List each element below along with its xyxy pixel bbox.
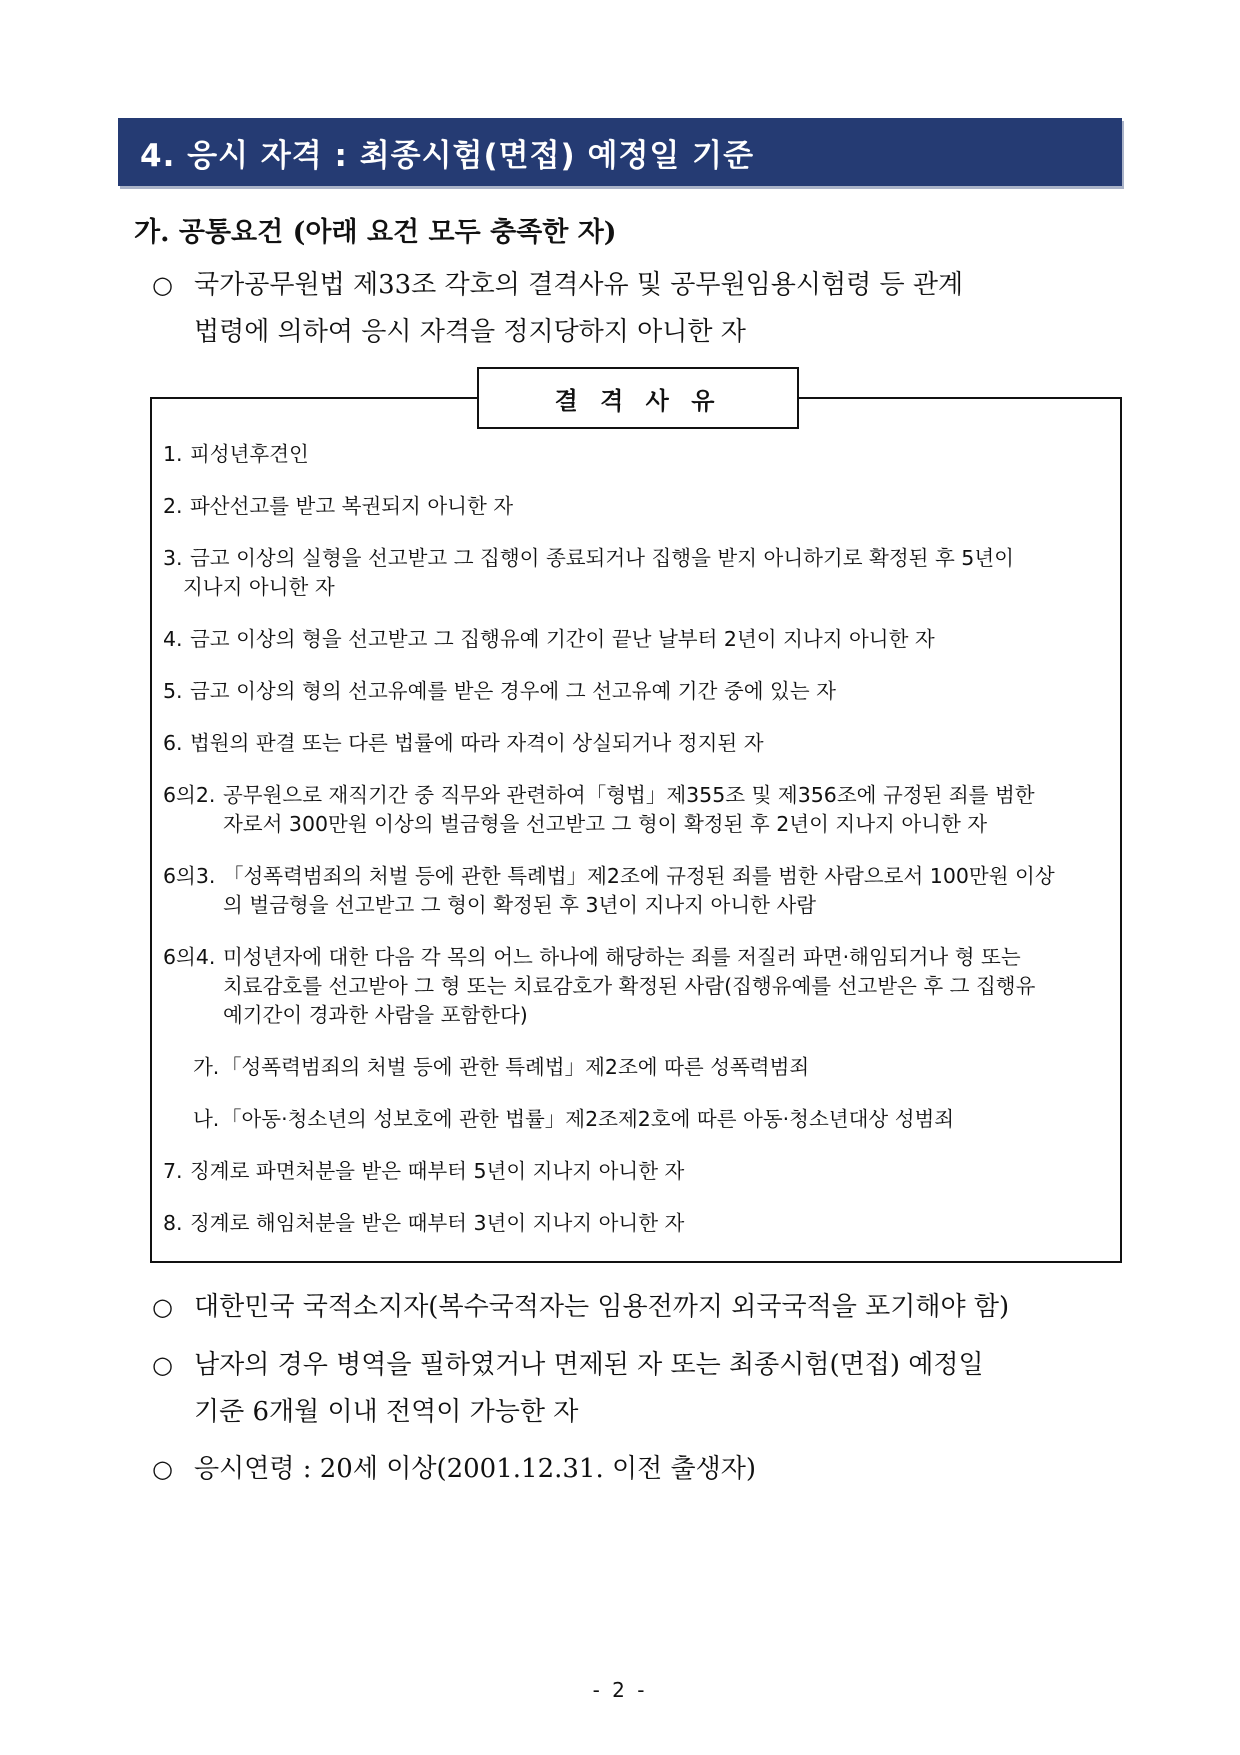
item-text: 피성년후견인 [190,442,309,466]
item-text: 금고 이상의 형의 선고유예를 받은 경우에 그 선고유예 기간 중에 있는 자 [190,679,836,703]
item-text: 법원의 판결 또는 다른 법률에 따라 자격이 상실되거나 정지된 자 [190,731,764,755]
bullet-nationality [152,1284,1124,1331]
list-item [163,943,1115,1030]
disqualification-box-title: 결 격 사 유 [477,367,799,429]
item-number: 6의4. [163,945,216,969]
section-title: 4. 응시 자격 : 최종시험(면접) 예정일 기준 [140,137,755,174]
item-number: 2. [163,494,183,518]
item-number: 나. [193,1107,220,1131]
item-text: 징계로 해임처분을 받은 때부터 3년이 지나지 아니한 자 [190,1211,685,1235]
item-text: 「아동·청소년의 성보호에 관한 법률」제2조제2호에 따른 아동·청소년대상 성범죄 [221,1107,955,1131]
item-number: 1. [163,442,183,466]
bullet-line: 응시연령 : 20세 이상(2001.12.31. 이전 출생자) [194,1454,756,1484]
list-item [163,440,1115,469]
item-number: 6의2. [163,783,216,807]
list-item [163,677,1115,706]
item-text: 금고 이상의 형을 선고받고 그 집행유예 기간이 끝난 날부터 2년이 지나지 아니한 자 [190,627,935,651]
bullet-disqualification-law [152,262,1124,356]
list-subitem [163,1053,1115,1082]
item-text: 「성폭력범죄의 처벌 등에 관한 특례법」제2조에 규정된 죄를 범한 사람으로서 100만원 이상 [223,864,1055,888]
list-subitem [163,1105,1115,1134]
section-header [118,118,1122,186]
list-item [163,492,1115,521]
item-text: 예기간이 경과한 사람을 포함한다) [223,1003,528,1027]
list-item [163,1157,1115,1186]
item-text: 공무원으로 재직기간 중 직무와 관련하여「형법」제355조 및 제356조에 규정된 죄를 범한 [223,783,1035,807]
item-text: 「성폭력범죄의 처벌 등에 관한 특례법」제2조에 따른 성폭력범죄 [221,1055,810,1079]
bullet-line: 기준 6개월 이내 전역이 가능한 자 [194,1397,579,1427]
bullet-age-requirement [152,1446,1124,1493]
list-item [163,544,1115,602]
item-number: 6. [163,731,183,755]
item-number: 6의3. [163,864,216,888]
bullet-line: 대한민국 국적소지자(복수국적자는 임용전까지 외국국적을 포기해야 함) [194,1292,1010,1322]
item-number: 4. [163,627,183,651]
list-item [163,862,1115,920]
bullet-line: 남자의 경우 병역을 필하였거나 면제된 자 또는 최종시험(면접) 예정일 [194,1350,984,1380]
item-number: 8. [163,1211,183,1235]
bullet-mark: ○ [152,1351,173,1379]
bullet-line: 국가공무원법 제33조 각호의 결격사유 및 공무원임용시험령 등 관계 [194,270,964,300]
item-text: 지나지 아니한 자 [183,575,335,599]
page-number: - 2 - [592,1678,648,1702]
item-text: 징계로 파면처분을 받은 때부터 5년이 지나지 아니한 자 [190,1159,685,1183]
disqualification-list [163,440,1115,1261]
item-text: 금고 이상의 실형을 선고받고 그 집행이 종료되거나 집행을 받지 아니하기로 확정된 후 5년이 [190,546,1014,570]
list-item [163,729,1115,758]
item-number: 3. [163,546,183,570]
bullet-mark: ○ [152,1455,173,1483]
bullet-military-service [152,1342,1124,1436]
item-text: 미성년자에 대한 다음 각 목의 어느 하나에 해당하는 죄를 저질러 파면·해임되거나 형 또는 [223,945,1021,969]
list-item [163,781,1115,839]
bullet-mark: ○ [152,271,173,299]
item-text: 파산선고를 받고 복권되지 아니한 자 [190,494,514,518]
item-text: 치료감호를 선고받아 그 형 또는 치료감호가 확정된 사람(집행유예를 선고받은 후 그 집행유 [223,974,1036,998]
bullet-line: 법령에 의하여 응시 자격을 정지당하지 아니한 자 [194,317,746,347]
item-text: 의 벌금형을 선고받고 그 형이 확정된 후 3년이 지나지 아니한 사람 [223,893,817,917]
item-number: 5. [163,679,183,703]
bullet-mark: ○ [152,1293,173,1321]
list-item [163,625,1115,654]
subheading-common-requirements: 가. 공통요건 (아래 요건 모두 충족한 자) [134,217,617,248]
list-item [163,1209,1115,1238]
item-text: 자로서 300만원 이상의 벌금형을 선고받고 그 형이 확정된 후 2년이 지나지 아니한 자 [223,812,988,836]
item-number: 가. [193,1055,220,1079]
item-number: 7. [163,1159,183,1183]
